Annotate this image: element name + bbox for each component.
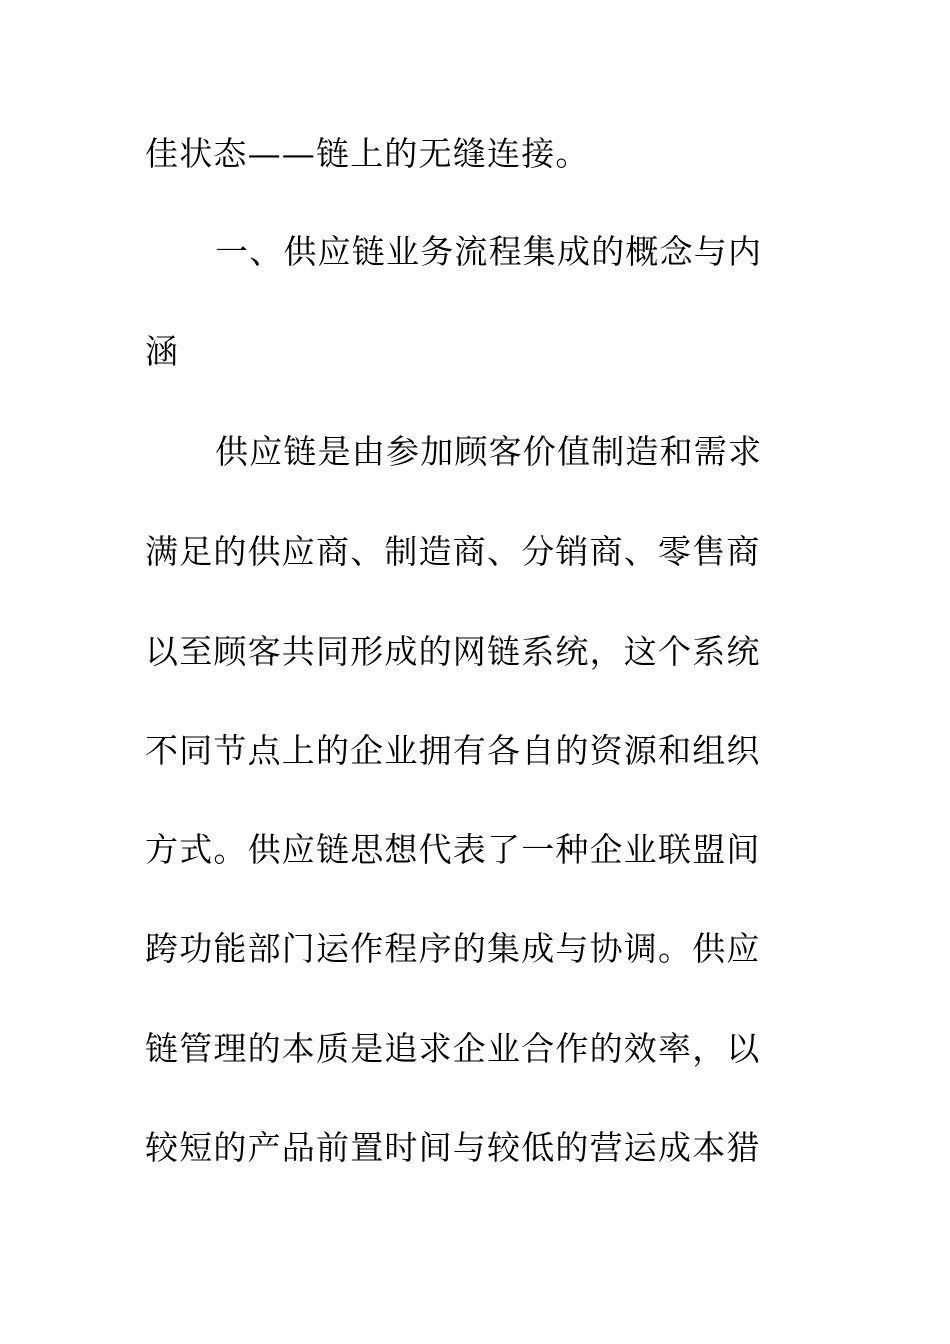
paragraph-line: 方式。供应链思想代表了一种企业联盟间 <box>145 830 761 869</box>
paragraph-line: 以至顾客共同形成的网链系统，这个系统 <box>145 632 761 671</box>
paragraph-line: 供应链是由参加顾客价值制造和需求 <box>215 432 763 471</box>
section-heading-line: 涵 <box>145 332 180 371</box>
paragraph-line: 跨功能部门运作程序的集成与协调。供应 <box>145 929 761 968</box>
text-line: 佳状态——链上的无缝连接。 <box>145 134 590 173</box>
paragraph-line: 满足的供应商、制造商、分销商、零售商 <box>145 532 761 571</box>
section-heading-line: 一、供应链业务流程集成的概念与内 <box>215 232 763 271</box>
paragraph-line: 不同节点上的企业拥有各自的资源和组织 <box>145 731 761 770</box>
paragraph-line: 较短的产品前置时间与较低的营运成本猎 <box>145 1128 761 1167</box>
paragraph-line: 链管理的本质是追求企业合作的效率，以 <box>145 1029 761 1068</box>
